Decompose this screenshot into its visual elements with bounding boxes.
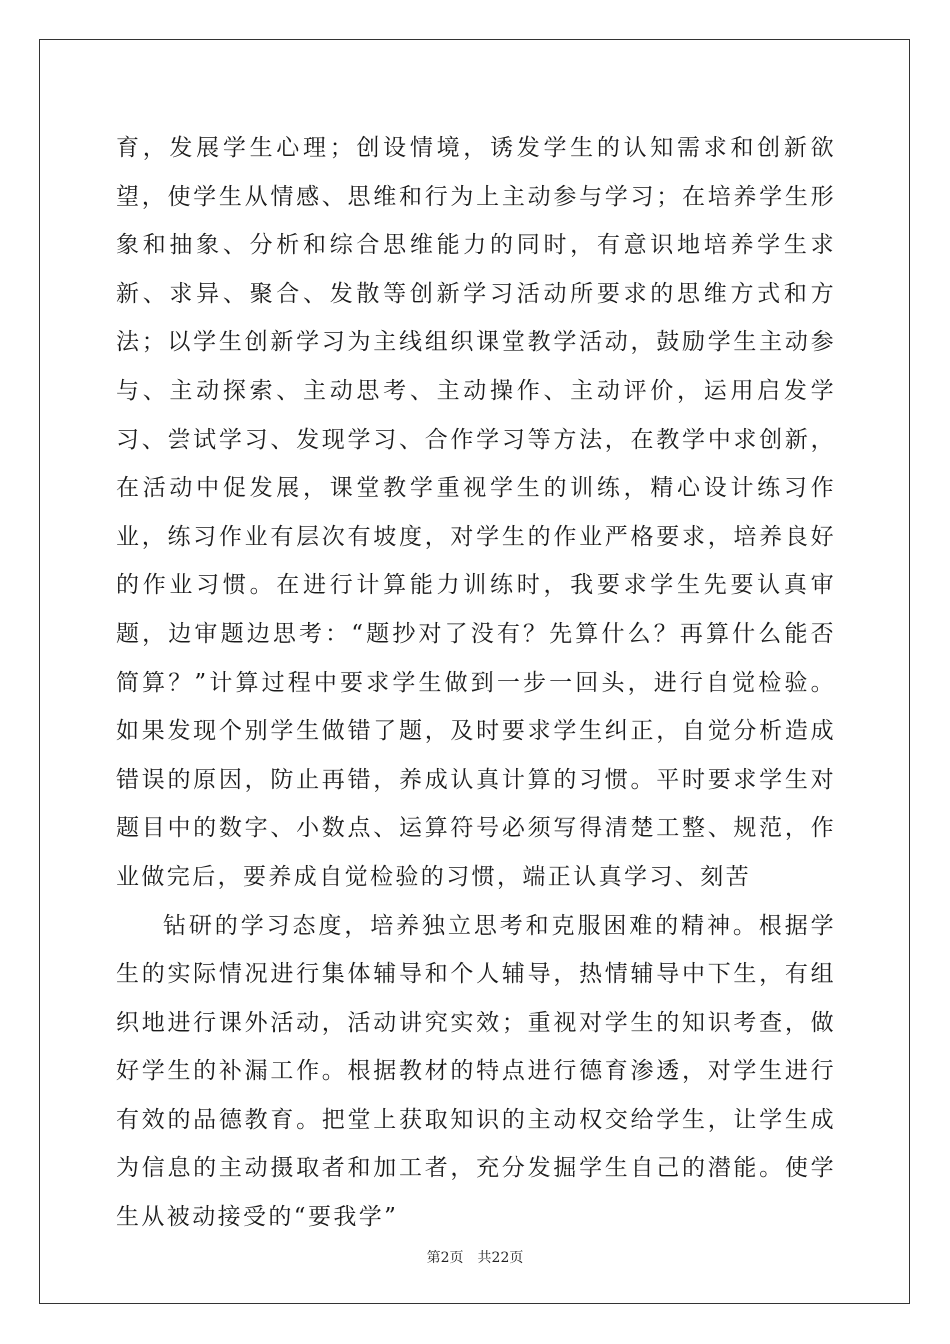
total-pages: 共22页 [477,1250,524,1266]
paragraph-2: 钻研的学习态度，培养独立思考和克服困难的精神。根据学生的实际情况进行集体辅导和个人辅导，热情辅导中下生，有组织地进行课外活动，活动讲究实效；重视对学生的知识考查，做好学生的补漏工作。根据教材的特点进行德育渗透，对学生进行有效的品德教育。把堂上获取知识的主动权交给学生，让学生成为信息的主动摄取者和加工者，充分发掘学生自己的潜能。使学生从被动接受的“要我学” [116,912,836,1231]
paragraph-1: 育，发展学生心理；创设情境，诱发学生的认知需求和创新欲望，使学生从情感、思维和行为上主动参与学习；在培养学生形象和抽象、分析和综合思维能力的同时，有意识地培养学生求新、求异、聚合、发散等创新学习活动所要求的思维方式和方法；以学生创新学习为主线组织课堂教学活动，鼓励学生主动参与、主动探索、主动思考、主动操作、主动评价，运用启发学习、尝试学习、发现学习、合作学习等方法，在教学中求创新，在活动中促发展，课堂教学重视学生的训练，精心设计练习作业，练习作业有层次有坡度，对学生的作业严格要求，培养良好的作业习惯。在进行计算能力训练时，我要求学生先要认真审题，边审题边思考：“题抄对了没有？先算什么？再算什么能否简算？”计算过程中要求学生做到一步一回头，进行自觉检验。如果发现个别学生做错了题，及时要求学生纠正，自觉分析造成错误的原因，防止再错，养成认真计算的习惯。平时要求学生对题目中的数字、小数点、运算符号必须写得清楚工整、规范，作业做完后，要养成自觉检验的习惯，端正认真学习、刻苦 [116,135,836,890]
document-body [116,124,836,1242]
page-number: 第2页 [426,1250,464,1266]
page-footer [0,1247,950,1267]
